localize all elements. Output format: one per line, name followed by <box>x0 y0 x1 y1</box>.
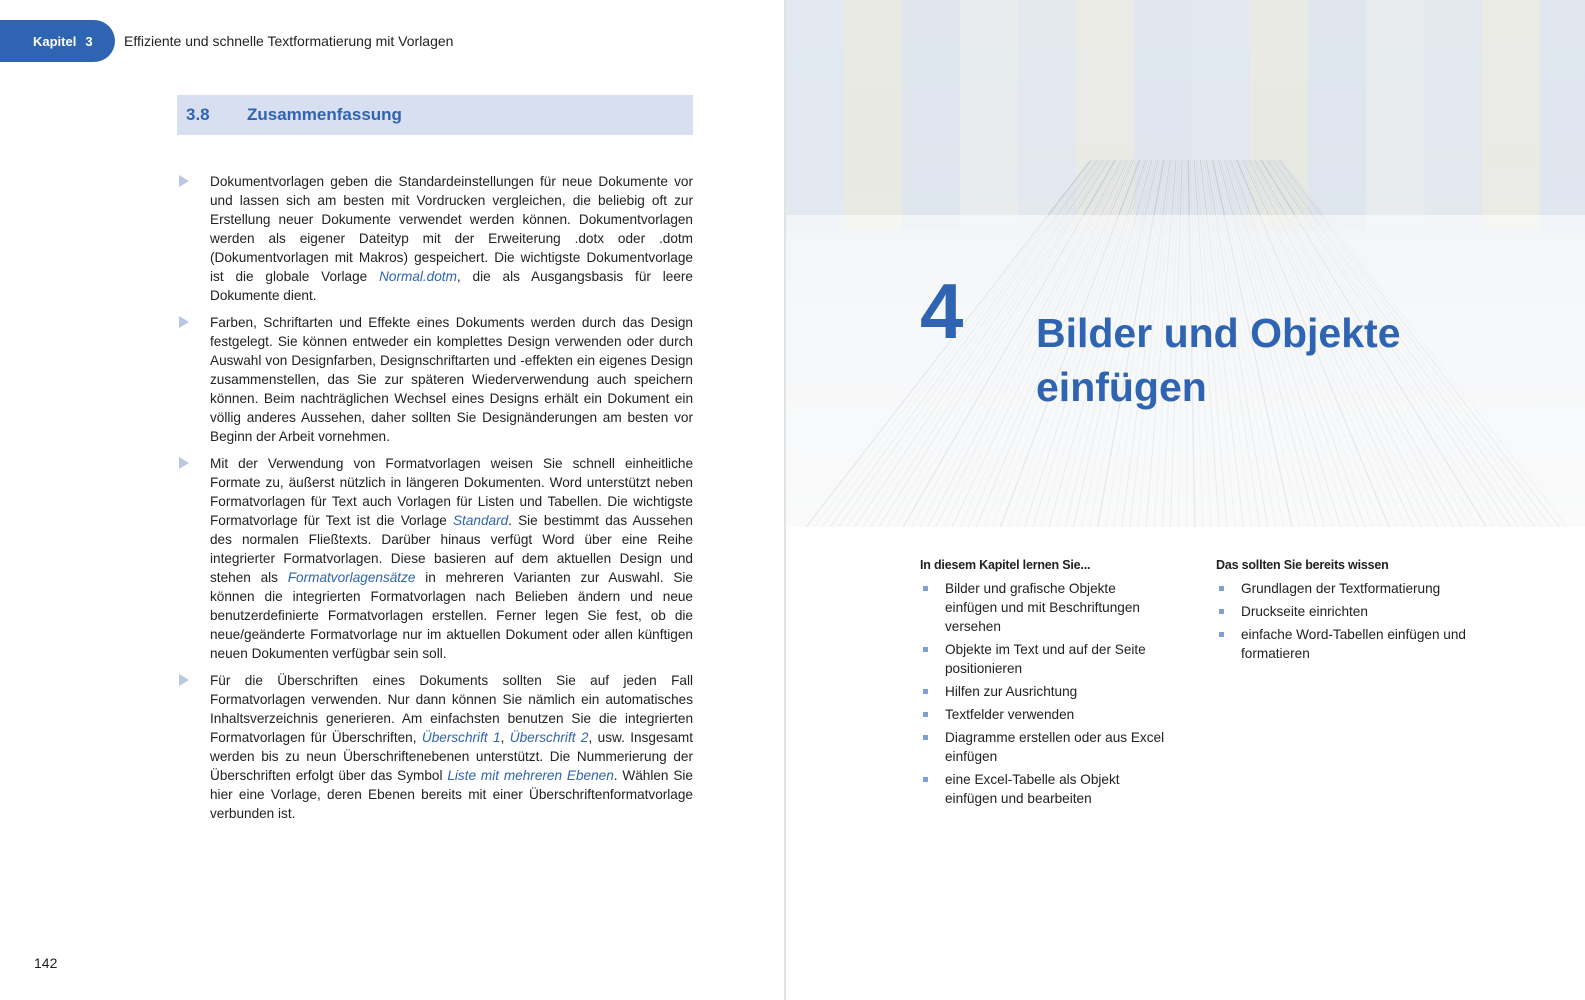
chapter-photo <box>786 0 1585 527</box>
arrow-bullet-icon <box>179 316 189 328</box>
summary-item <box>177 671 693 823</box>
text-run: , die als Ausgangsbasis für leere Dokumente dient. <box>210 269 693 303</box>
summary-text <box>210 313 693 446</box>
chapter-number: 4 <box>920 267 964 355</box>
summary-item <box>177 454 693 663</box>
square-bullet-icon <box>923 689 928 694</box>
summary-text <box>210 671 693 823</box>
summary-text <box>210 172 693 305</box>
highlighted-term: Überschrift 1 <box>421 730 501 745</box>
learn-item <box>920 728 1170 766</box>
square-bullet-icon <box>923 735 928 740</box>
text-run: , usw. Insgesamt werden bis zu neun Überschriftenebenen unterstützt. Die Nummerierung der Überschriften erfolgt über das Symbol <box>210 730 693 783</box>
learn-item-text: Hilfen zur Ausrichtung <box>945 684 1078 699</box>
running-title: Effiziente und schnelle Textformatierung mit Vorlagen <box>124 33 454 49</box>
learn-item-text: Textfelder verwenden <box>945 707 1075 722</box>
learn-item <box>920 640 1170 678</box>
square-bullet-icon <box>1219 609 1224 614</box>
text-run: Farben, Schriftarten und Effekte eines Dokuments werden durch das Design festgelegt. Sie können entweder ein komplettes Design verwenden oder durch Auswahl von Designfarben, Designschriftarten und -effekten ein eigenes Design zusammenstellen, das Sie zur späteren Wiederverwendung auch speichern können. Beim nachträglichen Wechsel eines Designs erhält ein Dokument ein völlig anderes Aussehen, daher sollten Sie Designänderungen am besten vor Beginn der Arbeit vornehmen. <box>210 315 693 444</box>
text-run: , <box>500 730 510 745</box>
square-bullet-icon <box>923 777 928 782</box>
learn-item <box>920 770 1170 808</box>
learn-item <box>920 705 1170 724</box>
square-bullet-icon <box>923 712 928 717</box>
summary-list <box>177 172 693 831</box>
summary-text <box>210 454 693 663</box>
prereq-item-text: Druckseite einrichten <box>1241 604 1368 619</box>
chapter-title-line2: einfügen <box>1036 364 1207 410</box>
square-bullet-icon <box>923 586 928 591</box>
highlighted-term: Normal.dotm <box>379 269 457 284</box>
section-header <box>177 95 693 135</box>
highlighted-term: Überschrift 2 <box>509 730 589 745</box>
text-run: Dokumentvorlagen geben die Standardeinstellungen für neue Dokumente vor und lassen sich am besten mit Vordrucken vergleichen, die beliebig oft zur Erstellung neuer Dokumente verwendet werden können. Dokumentvorlagen werden als eigener Dateityp mit der Erweiterung .dotx oder .dotm (Dokumentvorlagen mit Makros) gespeichert. Die wichtigste Dokumentvorlage ist die globale Vorlage <box>210 174 693 284</box>
chapter-tab-label: Kapitel <box>33 33 77 49</box>
prereq-item <box>1216 625 1466 663</box>
summary-item <box>177 313 693 446</box>
learn-item-text: Bilder und grafische Objekte einfügen und mit Beschriftungen versehen <box>945 581 1140 634</box>
prereq-item <box>1216 579 1466 598</box>
page-number: 142 <box>34 955 58 971</box>
highlighted-term: Liste mit mehreren Ebenen <box>447 768 614 783</box>
text-run: . Sie bestimmt das Aussehen des normalen Fließtexts. Darüber hinaus verfügt Word über eine Reihe integrierter Formatvorlagen. Diese basieren auf dem aktuellen Design und stehen als <box>210 513 693 585</box>
arrow-bullet-icon <box>179 175 189 187</box>
learn-box <box>920 558 1170 812</box>
chapter-title <box>1036 306 1556 414</box>
prereq-item <box>1216 602 1466 621</box>
square-bullet-icon <box>1219 586 1224 591</box>
arrow-bullet-icon <box>179 457 189 469</box>
summary-item <box>177 172 693 305</box>
text-run: in mehreren Varianten zur Auswahl. Sie können die integrierten Formatvorlagen nach Belieben ändern und neue benutzerdefinierte Formatvorlagen erstellen. Ferner legen Sie fest, ob die neue/geänderte Formatvorlage nur im aktuellen Dokument oder allen künftigen neuen Dokumenten verfügbar sein soll. <box>210 570 693 661</box>
learn-item-text: Diagramme erstellen oder aus Excel einfügen <box>945 730 1165 764</box>
learn-item-text: eine Excel-Tabelle als Objekt einfügen und bearbeiten <box>945 772 1120 806</box>
square-bullet-icon <box>1219 632 1224 637</box>
chapter-title-line1: Bilder und Objekte <box>1036 310 1401 356</box>
text-run: Mit der Verwendung von Formatvorlagen weisen Sie schnell einheitliche Formate zu, äußerst nützlich in längeren Dokumenten. Word unterstützt neben Formatvorlagen für Text auch Vorlagen für Listen und Tabellen. Die wichtigste Formatvorlage für Text ist die Vorlage <box>210 456 693 528</box>
learn-heading: In diesem Kapitel lernen Sie... <box>920 558 1091 572</box>
prereq-item-text: einfache Word-Tabellen einfügen und formatieren <box>1241 627 1466 661</box>
section-number: 3.8 <box>186 105 210 124</box>
highlighted-term: Standard <box>452 513 509 528</box>
chapter-tab-number: 3 <box>85 33 93 49</box>
text-run: Für die Überschriften eines Dokuments sollten Sie auf jeden Fall Formatvorlagen verwenden. Nur dann können Sie nämlich ein automatisches Inhaltsverzeichnis generieren. Am einfachsten benutzen Sie die integrierten Formatvorlagen für Überschriften, <box>210 673 693 745</box>
section-title: Zusammenfassung <box>247 105 402 124</box>
highlighted-term: Formatvorlagensätze <box>287 570 416 585</box>
square-bullet-icon <box>923 647 928 652</box>
text-run: . Wählen Sie hier eine Vorlage, deren Ebenen bereits mit einer Überschriftenformatvorlage verbunden ist. <box>210 768 693 821</box>
learn-item-text: Objekte im Text und auf der Seite positionieren <box>945 642 1146 676</box>
prereq-heading: Das sollten Sie bereits wissen <box>1216 558 1389 572</box>
learn-item <box>920 682 1170 701</box>
chapter-tab <box>0 20 115 62</box>
prereq-list <box>1216 579 1466 663</box>
arrow-bullet-icon <box>179 674 189 686</box>
learn-item <box>920 579 1170 636</box>
left-page <box>0 0 784 1000</box>
prereq-box <box>1216 558 1466 667</box>
prereq-item-text: Grundlagen der Textformatierung <box>1241 581 1441 596</box>
learn-list <box>920 579 1170 808</box>
right-page <box>786 0 1585 1000</box>
